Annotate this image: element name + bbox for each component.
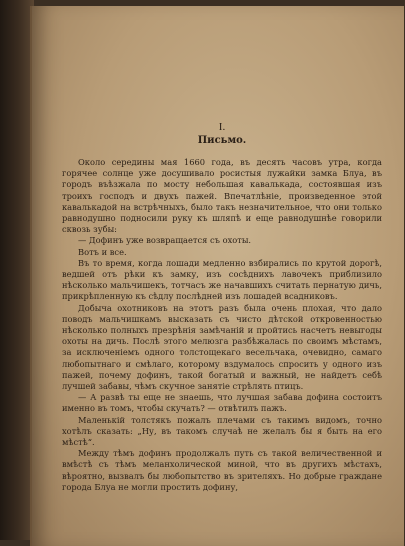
book-page — [30, 6, 404, 546]
paragraph: — Дофинъ уже возвращается съ охоты. — [78, 235, 252, 246]
paragraph: Около середины мая 1660 года, въ десять часовъ утра, когда горячее солнце уже досушивало росистыя лужайки замка Блуа, въ городъ въѣзжала по мосту небольшая кавалькада, состоявшая изъ троихъ господъ и двухъ пажей. Впечатлѣніе, произведенное этой кавалькадой на встрѣчныхъ, было такъ незначительное, что они только равнодушно подносили руку къ шляпѣ и еще равнодушнѣе говорили сквозь зубы: — [62, 157, 382, 235]
paragraph: Вотъ и все. — [78, 246, 127, 257]
paragraph: Между тѣмъ дофинъ продолжалъ путь съ такой величественной и вмѣстѣ съ тѣмъ меланхолической миной, что въ другихъ мѣстахъ, вѣроятно, вызвалъ бы любопытство въ зрителяхъ. Но добрые граждане города Блуа не могли простить дофину, — [62, 448, 382, 492]
paragraph: Маленькій толстякъ пожалъ плечами съ такимъ видомъ, точно хотѣлъ сказать: „Ну, въ такомъ случаѣ не желалъ бы я быть на его мѣстѣ“. — [62, 414, 382, 448]
paragraph: — А развѣ ты еще не знаешь, что лучшая забава дофина состоитъ именно въ томъ, чтобы скучать? — отвѣтилъ пажъ. — [62, 392, 382, 414]
page-content — [62, 121, 382, 493]
paragraph: Въ то время, когда лошади медленно взбирались по крутой дорогѣ, ведшей отъ рѣки къ замку, изъ сосѣднихъ лавочекъ приблизило нѣсколько мальчишекъ, тотчасъ же начавшихъ считать пернатую дичь, прикрѣпленную къ сѣдлу послѣдней изъ лошадей всадниковъ. — [62, 257, 382, 302]
chapter-number: I. — [218, 121, 226, 133]
chapter-title: Письмо. — [197, 135, 247, 146]
book-binding — [0, 0, 34, 540]
paragraph: Добыча охотниковъ на этотъ разъ была очень плохая, что дало поводъ мальчишкамъ высказать съ чисто дѣтской откровенностью нѣсколько полныхъ презрѣнія замѣчаній и пройтись насчетъ невыгоды охоты на дичь. Послѣ этого мелюзга разбѣжалась по своимъ мѣстамъ, за исключеніемъ одного толстощекаго весельчака, очевидно, самаго любопытнаго и смѣлаго, которому вздумалось спросить у одного изъ пажей, почему дофинъ, такой богатый и важный, не найдетъ себѣ лучшей забавы, чѣмъ скучное занятіе стрѣлять птицъ. — [62, 302, 382, 392]
